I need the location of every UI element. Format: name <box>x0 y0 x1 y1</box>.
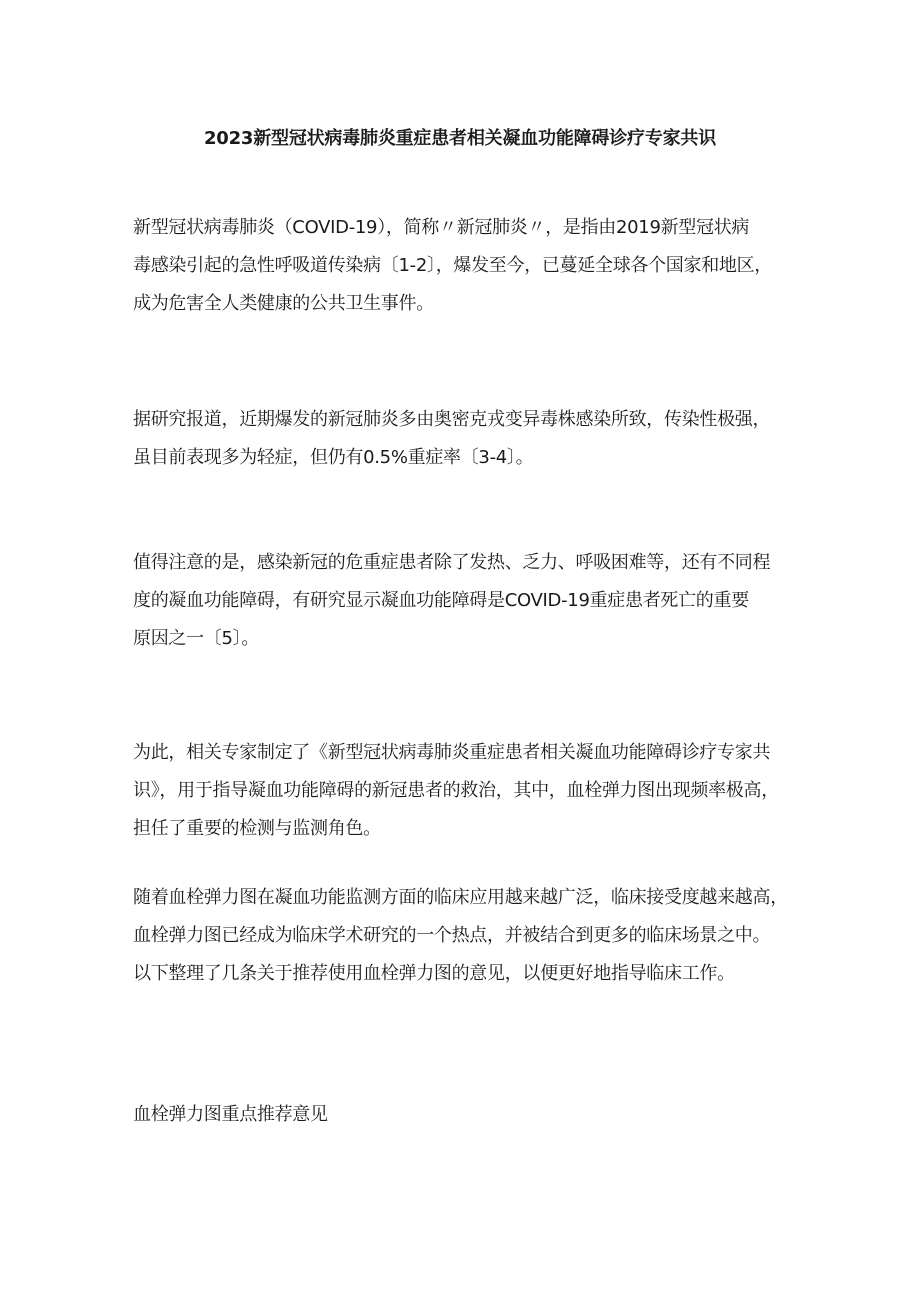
paragraph-line: 新型冠状病毒肺炎（COVID-19），简称〃新冠肺炎〃，是指由2019新型冠状病 <box>133 217 750 238</box>
paragraph-line: 虽目前表现多为轻症，但仍有0.5%重症率〔3-4〕。 <box>133 447 534 468</box>
paragraph-line: 随着血栓弹力图在凝血功能监测方面的临床应用越来越广泛，临床接受度越来越高， <box>133 887 788 908</box>
paragraph-consensus <box>133 734 813 848</box>
paragraph-teg-application <box>133 879 813 993</box>
paragraph-line: 为此，相关专家制定了《新型冠状病毒肺炎重症患者相关凝血功能障碍诊疗专家共 <box>133 742 771 763</box>
paragraph-line: 担任了重要的检测与监测角色。 <box>133 818 381 839</box>
paragraph-line: 毒感染引起的急性呼吸道传染病〔1-2〕，爆发至今，已蔓延全球各个国家和地区， <box>133 255 772 276</box>
paragraph-line: 以下整理了几条关于推荐使用血栓弹力图的意见，以便更好地指导临床工作。 <box>133 963 735 984</box>
paragraph-line: 原因之一〔5〕。 <box>133 628 260 649</box>
paragraph-intro <box>133 209 813 323</box>
paragraph-line: 值得注意的是，感染新冠的危重症患者除了发热、乏力、呼吸困难等，还有不同程 <box>133 552 771 573</box>
paragraph-line: 度的凝血功能障碍，有研究显示凝血功能障碍是COVID-19重症患者死亡的重要 <box>133 590 749 611</box>
paragraph-coagulation <box>133 544 813 658</box>
document-title: 2023新型冠状病毒肺炎重症患者相关凝血功能障碍诊疗专家共识 <box>203 128 717 149</box>
paragraph-line: 血栓弹力图已经成为临床学术研究的一个热点，并被结合到更多的临床场景之中。 <box>133 925 771 946</box>
paragraph-line: 据研究报道，近期爆发的新冠肺炎多由奥密克戎变异毒株感染所致，传染性极强， <box>133 409 771 430</box>
paragraph-line: 识》，用于指导凝血功能障碍的新冠患者的救治，其中，血栓弹力图出现频率极高， <box>133 780 779 801</box>
paragraph-omicron <box>133 401 813 477</box>
paragraph-line: 成为危害全人类健康的公共卫生事件。 <box>133 293 434 314</box>
section-heading: 血栓弹力图重点推荐意见 <box>133 1104 328 1125</box>
